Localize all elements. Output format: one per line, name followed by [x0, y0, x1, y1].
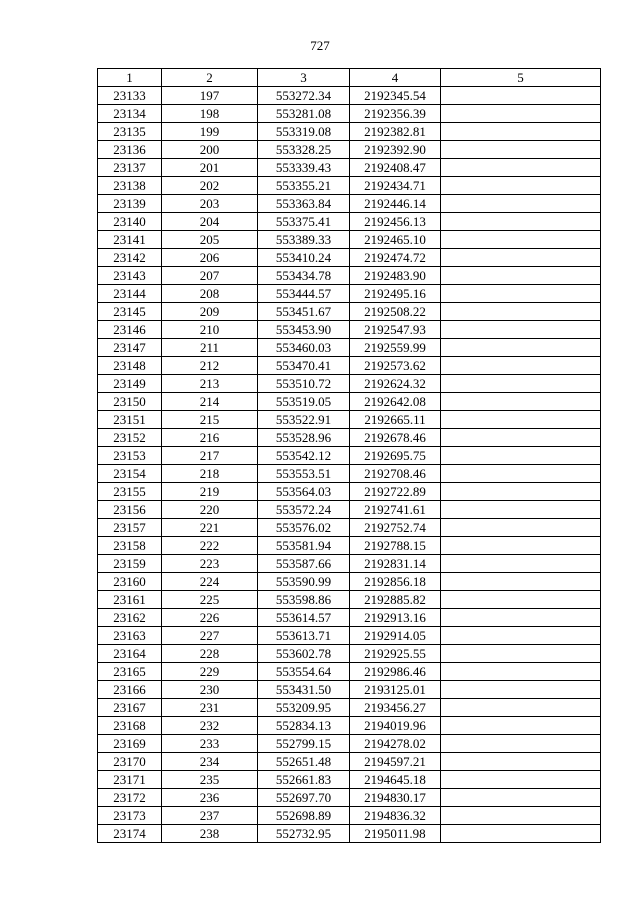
table-cell-col-1: 23161 — [98, 591, 162, 609]
table-cell-col-1: 23170 — [98, 753, 162, 771]
table-cell-col-3: 553389.33 — [258, 231, 350, 249]
table-row — [98, 627, 601, 645]
table-cell-col-5 — [441, 213, 601, 231]
table-cell-col-2: 231 — [162, 699, 258, 717]
table-row — [98, 177, 601, 195]
table-cell-col-3: 553613.71 — [258, 627, 350, 645]
table-cell-col-2: 233 — [162, 735, 258, 753]
table-cell-col-2: 207 — [162, 267, 258, 285]
table-cell-col-4: 2194830.17 — [350, 789, 441, 807]
table-cell-col-3: 553554.64 — [258, 663, 350, 681]
table-cell-col-2: 226 — [162, 609, 258, 627]
table-cell-col-1: 23168 — [98, 717, 162, 735]
table-cell-col-1: 23172 — [98, 789, 162, 807]
table-cell-col-5 — [441, 321, 601, 339]
table-cell-col-3: 552697.70 — [258, 789, 350, 807]
table-row — [98, 825, 601, 843]
table-cell-col-4: 2192392.90 — [350, 141, 441, 159]
table-cell-col-1: 23147 — [98, 339, 162, 357]
table-cell-col-3: 553444.57 — [258, 285, 350, 303]
table-cell-col-5 — [441, 303, 601, 321]
table-cell-col-1: 23135 — [98, 123, 162, 141]
table-row — [98, 249, 601, 267]
table-cell-col-4: 2192624.32 — [350, 375, 441, 393]
table-cell-col-3: 553590.99 — [258, 573, 350, 591]
table-cell-col-4: 2194019.96 — [350, 717, 441, 735]
table-cell-col-5 — [441, 573, 601, 591]
table-cell-col-5 — [441, 627, 601, 645]
table-cell-col-1: 23174 — [98, 825, 162, 843]
table-cell-col-2: 205 — [162, 231, 258, 249]
table-cell-col-4: 2192356.39 — [350, 105, 441, 123]
table-cell-col-1: 23166 — [98, 681, 162, 699]
table-cell-col-1: 23149 — [98, 375, 162, 393]
table-row — [98, 519, 601, 537]
table-cell-col-4: 2194645.18 — [350, 771, 441, 789]
table-cell-col-4: 2192508.22 — [350, 303, 441, 321]
table-cell-col-4: 2192914.05 — [350, 627, 441, 645]
table-row — [98, 231, 601, 249]
table-cell-col-1: 23160 — [98, 573, 162, 591]
table-row — [98, 807, 601, 825]
table-cell-col-3: 552651.48 — [258, 753, 350, 771]
table-cell-col-3: 553319.08 — [258, 123, 350, 141]
table-cell-col-3: 553281.08 — [258, 105, 350, 123]
table-cell-col-3: 553434.78 — [258, 267, 350, 285]
table-cell-col-2: 206 — [162, 249, 258, 267]
table-cell-col-3: 553587.66 — [258, 555, 350, 573]
table-cell-col-3: 552732.95 — [258, 825, 350, 843]
table-cell-col-3: 553431.50 — [258, 681, 350, 699]
table-cell-col-4: 2194278.02 — [350, 735, 441, 753]
table-cell-col-3: 553375.41 — [258, 213, 350, 231]
table-cell-col-5 — [441, 123, 601, 141]
table-cell-col-2: 214 — [162, 393, 258, 411]
table-cell-col-2: 238 — [162, 825, 258, 843]
table-cell-col-5 — [441, 483, 601, 501]
table-row — [98, 573, 601, 591]
table-cell-col-3: 553470.41 — [258, 357, 350, 375]
table-cell-col-3: 553602.78 — [258, 645, 350, 663]
table-cell-col-2: 208 — [162, 285, 258, 303]
table-cell-col-2: 204 — [162, 213, 258, 231]
table-cell-col-5 — [441, 141, 601, 159]
table-cell-col-2: 223 — [162, 555, 258, 573]
table-cell-col-5 — [441, 771, 601, 789]
table-cell-col-4: 2192573.62 — [350, 357, 441, 375]
column-header-4: 4 — [350, 69, 441, 87]
table-cell-col-5 — [441, 537, 601, 555]
table-row — [98, 285, 601, 303]
table-cell-col-3: 553614.57 — [258, 609, 350, 627]
table-cell-col-1: 23150 — [98, 393, 162, 411]
table-cell-col-2: 211 — [162, 339, 258, 357]
table-cell-col-5 — [441, 645, 601, 663]
table-cell-col-1: 23153 — [98, 447, 162, 465]
table-cell-col-1: 23146 — [98, 321, 162, 339]
table-cell-col-5 — [441, 249, 601, 267]
table-cell-col-1: 23143 — [98, 267, 162, 285]
table-cell-col-4: 2192446.14 — [350, 195, 441, 213]
table-cell-col-1: 23158 — [98, 537, 162, 555]
table-cell-col-5 — [441, 501, 601, 519]
table-cell-col-1: 23154 — [98, 465, 162, 483]
table-cell-col-1: 23167 — [98, 699, 162, 717]
table-row — [98, 159, 601, 177]
table-cell-col-3: 553460.03 — [258, 339, 350, 357]
table-cell-col-4: 2192752.74 — [350, 519, 441, 537]
table-cell-col-4: 2195011.98 — [350, 825, 441, 843]
table-row — [98, 87, 601, 105]
table-cell-col-3: 553451.67 — [258, 303, 350, 321]
table-cell-col-4: 2192547.93 — [350, 321, 441, 339]
table-row — [98, 591, 601, 609]
table-cell-col-3: 553363.84 — [258, 195, 350, 213]
table-cell-col-4: 2194597.21 — [350, 753, 441, 771]
table-row — [98, 105, 601, 123]
table-cell-col-4: 2192788.15 — [350, 537, 441, 555]
table-cell-col-2: 201 — [162, 159, 258, 177]
table-cell-col-4: 2192559.99 — [350, 339, 441, 357]
table-cell-col-2: 202 — [162, 177, 258, 195]
table-cell-col-2: 213 — [162, 375, 258, 393]
table-cell-col-1: 23140 — [98, 213, 162, 231]
table-body — [98, 87, 601, 843]
table-row — [98, 213, 601, 231]
table-row — [98, 771, 601, 789]
table-cell-col-3: 552834.13 — [258, 717, 350, 735]
table-row — [98, 195, 601, 213]
table-cell-col-4: 2193125.01 — [350, 681, 441, 699]
table-cell-col-3: 553542.12 — [258, 447, 350, 465]
table-row — [98, 699, 601, 717]
table-cell-col-3: 553339.43 — [258, 159, 350, 177]
table-cell-col-5 — [441, 681, 601, 699]
table-cell-col-5 — [441, 375, 601, 393]
table-cell-col-5 — [441, 663, 601, 681]
table-cell-col-1: 23163 — [98, 627, 162, 645]
table-cell-col-2: 235 — [162, 771, 258, 789]
table-cell-col-5 — [441, 267, 601, 285]
table-cell-col-2: 232 — [162, 717, 258, 735]
table-cell-col-3: 553522.91 — [258, 411, 350, 429]
table-row — [98, 411, 601, 429]
table-cell-col-1: 23137 — [98, 159, 162, 177]
table-cell-col-1: 23134 — [98, 105, 162, 123]
table-cell-col-2: 220 — [162, 501, 258, 519]
table-cell-col-2: 227 — [162, 627, 258, 645]
table-cell-col-5 — [441, 87, 601, 105]
table-row — [98, 483, 601, 501]
table-cell-col-1: 23156 — [98, 501, 162, 519]
table-cell-col-5 — [441, 411, 601, 429]
table-cell-col-1: 23155 — [98, 483, 162, 501]
table-cell-col-2: 217 — [162, 447, 258, 465]
table-row — [98, 537, 601, 555]
table-cell-col-2: 237 — [162, 807, 258, 825]
table-cell-col-2: 218 — [162, 465, 258, 483]
table-row — [98, 429, 601, 447]
table-cell-col-1: 23139 — [98, 195, 162, 213]
table-cell-col-5 — [441, 735, 601, 753]
table-cell-col-4: 2192913.16 — [350, 609, 441, 627]
table-cell-col-5 — [441, 195, 601, 213]
table-cell-col-3: 553553.51 — [258, 465, 350, 483]
table-cell-col-1: 23165 — [98, 663, 162, 681]
column-header-3: 3 — [258, 69, 350, 87]
table-cell-col-3: 553564.03 — [258, 483, 350, 501]
table-cell-col-4: 2192456.13 — [350, 213, 441, 231]
table-cell-col-5 — [441, 555, 601, 573]
table-row — [98, 789, 601, 807]
table-cell-col-1: 23162 — [98, 609, 162, 627]
table-cell-col-1: 23173 — [98, 807, 162, 825]
table-cell-col-5 — [441, 339, 601, 357]
table-cell-col-2: 209 — [162, 303, 258, 321]
table-cell-col-1: 23138 — [98, 177, 162, 195]
table-cell-col-1: 23157 — [98, 519, 162, 537]
table-row — [98, 447, 601, 465]
table-cell-col-4: 2192856.18 — [350, 573, 441, 591]
table-cell-col-4: 2192831.14 — [350, 555, 441, 573]
table-cell-col-3: 553209.95 — [258, 699, 350, 717]
table-cell-col-5 — [441, 609, 601, 627]
table-cell-col-5 — [441, 447, 601, 465]
page-number: 727 — [310, 38, 330, 53]
table-cell-col-5 — [441, 393, 601, 411]
table-row — [98, 663, 601, 681]
table-cell-col-4: 2192642.08 — [350, 393, 441, 411]
table-cell-col-2: 228 — [162, 645, 258, 663]
table-row — [98, 555, 601, 573]
table-cell-col-3: 552799.15 — [258, 735, 350, 753]
table-cell-col-1: 23144 — [98, 285, 162, 303]
table-cell-col-2: 224 — [162, 573, 258, 591]
table-cell-col-3: 553453.90 — [258, 321, 350, 339]
table-cell-col-2: 225 — [162, 591, 258, 609]
table-cell-col-3: 553528.96 — [258, 429, 350, 447]
table-cell-col-3: 553519.05 — [258, 393, 350, 411]
table-cell-col-4: 2193456.27 — [350, 699, 441, 717]
table-cell-col-5 — [441, 285, 601, 303]
table-cell-col-2: 198 — [162, 105, 258, 123]
table-cell-col-5 — [441, 789, 601, 807]
table-cell-col-2: 199 — [162, 123, 258, 141]
table-row — [98, 681, 601, 699]
table-cell-col-4: 2192345.54 — [350, 87, 441, 105]
table-row — [98, 735, 601, 753]
table-header-row — [98, 69, 601, 87]
table-cell-col-1: 23159 — [98, 555, 162, 573]
table-cell-col-4: 2192408.47 — [350, 159, 441, 177]
table-cell-col-1: 23142 — [98, 249, 162, 267]
table-cell-col-1: 23152 — [98, 429, 162, 447]
table-cell-col-3: 553581.94 — [258, 537, 350, 555]
table-cell-col-5 — [441, 807, 601, 825]
table-cell-col-5 — [441, 699, 601, 717]
table-cell-col-3: 553598.86 — [258, 591, 350, 609]
table-cell-col-1: 23145 — [98, 303, 162, 321]
table-cell-col-5 — [441, 591, 601, 609]
table-row — [98, 141, 601, 159]
table-cell-col-3: 553572.24 — [258, 501, 350, 519]
table-cell-col-5 — [441, 825, 601, 843]
table-cell-col-5 — [441, 465, 601, 483]
table-cell-col-4: 2192434.71 — [350, 177, 441, 195]
table-cell-col-4: 2192741.61 — [350, 501, 441, 519]
table-row — [98, 717, 601, 735]
table-cell-col-2: 216 — [162, 429, 258, 447]
table-cell-col-4: 2192925.55 — [350, 645, 441, 663]
table-cell-col-3: 553576.02 — [258, 519, 350, 537]
table-cell-col-5 — [441, 159, 601, 177]
table-row — [98, 303, 601, 321]
table-row — [98, 321, 601, 339]
table-cell-col-2: 203 — [162, 195, 258, 213]
table-cell-col-4: 2192695.75 — [350, 447, 441, 465]
table-row — [98, 501, 601, 519]
table-row — [98, 267, 601, 285]
table-cell-col-1: 23136 — [98, 141, 162, 159]
table-row — [98, 357, 601, 375]
table-cell-col-4: 2192708.46 — [350, 465, 441, 483]
table-cell-col-5 — [441, 357, 601, 375]
table-cell-col-2: 221 — [162, 519, 258, 537]
table-cell-col-5 — [441, 177, 601, 195]
column-header-5: 5 — [441, 69, 601, 87]
table-cell-col-4: 2192885.82 — [350, 591, 441, 609]
table-row — [98, 393, 601, 411]
table-cell-col-4: 2194836.32 — [350, 807, 441, 825]
table-cell-col-1: 23133 — [98, 87, 162, 105]
coordinates-table — [97, 68, 601, 843]
table-cell-col-3: 553328.25 — [258, 141, 350, 159]
table-cell-col-2: 200 — [162, 141, 258, 159]
column-header-1: 1 — [98, 69, 162, 87]
table-cell-col-4: 2192465.10 — [350, 231, 441, 249]
table-cell-col-4: 2192665.11 — [350, 411, 441, 429]
table-cell-col-5 — [441, 429, 601, 447]
table-cell-col-3: 552661.83 — [258, 771, 350, 789]
table-cell-col-4: 2192678.46 — [350, 429, 441, 447]
table-cell-col-5 — [441, 231, 601, 249]
table-row — [98, 609, 601, 627]
table-row — [98, 753, 601, 771]
table-cell-col-1: 23169 — [98, 735, 162, 753]
table-cell-col-1: 23164 — [98, 645, 162, 663]
table-cell-col-4: 2192382.81 — [350, 123, 441, 141]
table-cell-col-2: 212 — [162, 357, 258, 375]
table-row — [98, 465, 601, 483]
table-cell-col-2: 230 — [162, 681, 258, 699]
table-cell-col-2: 215 — [162, 411, 258, 429]
table-cell-col-5 — [441, 519, 601, 537]
table-cell-col-4: 2192722.89 — [350, 483, 441, 501]
table-cell-col-2: 229 — [162, 663, 258, 681]
table-cell-col-2: 197 — [162, 87, 258, 105]
table-cell-col-3: 553272.34 — [258, 87, 350, 105]
table-cell-col-4: 2192474.72 — [350, 249, 441, 267]
table-cell-col-2: 219 — [162, 483, 258, 501]
table-cell-col-4: 2192986.46 — [350, 663, 441, 681]
table-cell-col-5 — [441, 717, 601, 735]
table-cell-col-1: 23141 — [98, 231, 162, 249]
table-cell-col-2: 222 — [162, 537, 258, 555]
column-header-2: 2 — [162, 69, 258, 87]
table-cell-col-1: 23148 — [98, 357, 162, 375]
table-cell-col-5 — [441, 105, 601, 123]
table-cell-col-2: 234 — [162, 753, 258, 771]
table-row — [98, 375, 601, 393]
table-row — [98, 123, 601, 141]
table-cell-col-1: 23151 — [98, 411, 162, 429]
table-cell-col-4: 2192483.90 — [350, 267, 441, 285]
table-cell-col-1: 23171 — [98, 771, 162, 789]
table-cell-col-5 — [441, 753, 601, 771]
table-row — [98, 645, 601, 663]
table-cell-col-3: 552698.89 — [258, 807, 350, 825]
table-cell-col-2: 210 — [162, 321, 258, 339]
table-row — [98, 339, 601, 357]
table-cell-col-3: 553510.72 — [258, 375, 350, 393]
table-cell-col-3: 553410.24 — [258, 249, 350, 267]
table-cell-col-3: 553355.21 — [258, 177, 350, 195]
table-cell-col-4: 2192495.16 — [350, 285, 441, 303]
table-cell-col-2: 236 — [162, 789, 258, 807]
